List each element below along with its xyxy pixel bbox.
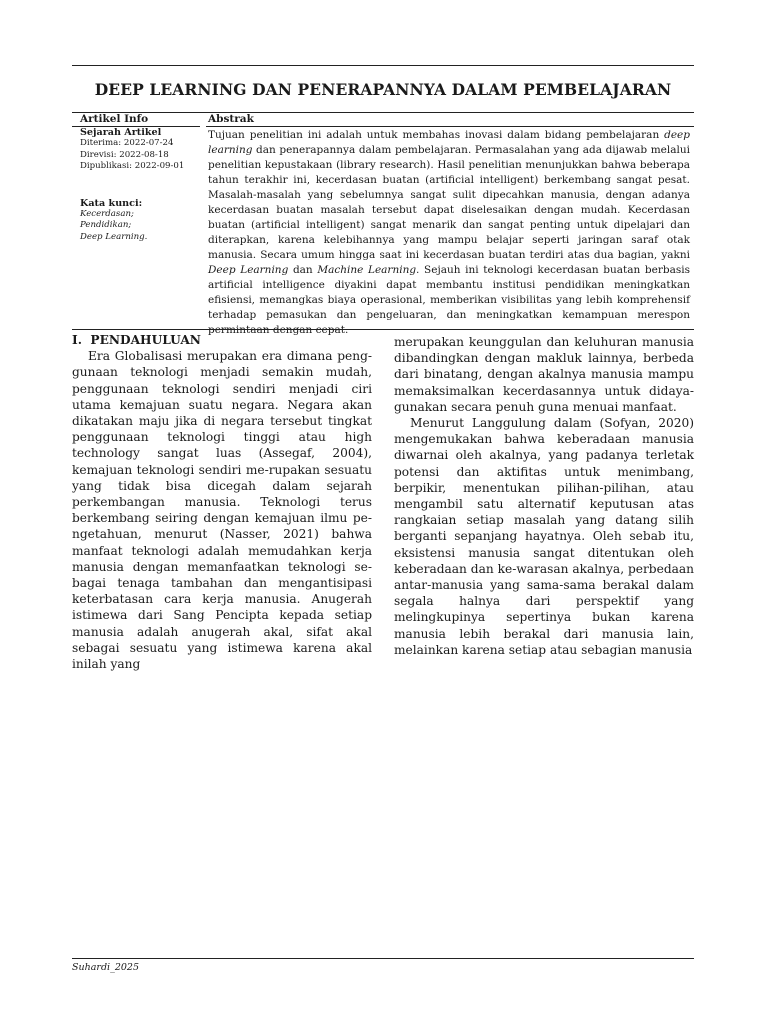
keyword-item: Deep Learning. bbox=[80, 231, 148, 242]
abstract-term: Machine Learning. bbox=[317, 264, 420, 276]
left-column bbox=[72, 332, 372, 672]
right-column bbox=[394, 334, 694, 658]
article-info-label: Artikel Info bbox=[80, 113, 149, 125]
footer-rule bbox=[72, 958, 694, 959]
abstract-span: Sejauh ini teknologi kecerdasan buatan berbasis artificial intelligence diyakini dapat membantu institusi pendidikan meningkatkan efisiensi, memangkas biaya operasional, memberikan visibilitas yang lebih komprehensif terhadap pemasukan dan pengeluaran, dan meningkatkan kemampuan merespon permintaan dengan cepat. bbox=[208, 264, 690, 336]
body-paragraph: merupakan keunggulan dan keluhuran manusia dibandingkan dengan makluk lainnya, berbeda dari binatang, dengan akalnya manusia mampu memaksimalkan kecerdasannya untuk didaya-gunakan secara penuh guna menuai manfaat. bbox=[394, 335, 694, 414]
article-info bbox=[80, 127, 202, 243]
abstract-text bbox=[208, 128, 690, 338]
keywords-label: Kata kunci: bbox=[80, 197, 143, 209]
keyword-item: Kecerdasan; bbox=[80, 209, 134, 220]
header-rule bbox=[72, 112, 694, 113]
top-rule bbox=[72, 65, 694, 66]
page bbox=[72, 0, 694, 1024]
abstract-term: Deep Learning bbox=[208, 264, 289, 276]
footer-author: Suhardi_2025 bbox=[72, 962, 139, 973]
abstract-span: Tujuan penelitian ini adalah untuk membahas inovasi dalam bidang pembelajaran bbox=[208, 129, 665, 141]
revised-date: Direvisi: 2022-08-18 bbox=[80, 149, 169, 160]
abstract-bottom-rule bbox=[72, 329, 694, 330]
paper-title: DEEP LEARNING DAN PENERAPANNYA DALAM PEMBELAJARAN bbox=[94, 80, 672, 99]
keyword-item: Pendidikan; bbox=[80, 220, 132, 231]
abstract-term: deep learning bbox=[208, 129, 690, 156]
abstract-label: Abstrak bbox=[208, 113, 254, 125]
received-date: Diterima: 2022-07-24 bbox=[80, 138, 174, 149]
abstract-span: dan penerapannya dalam pembelajaran. Permasalahan yang ada dijawab melalui penelitian kepustakaan (library research). Hasil penelitian menunjukkan bahwa beberapa tahun terakhir ini, kecerdasan buatan (artificial intelligent) berkembang sangat pesat. Masalah-masalah yang sebelumnya sangat sulit dipecahkan manusia, dengan adanya kecerdasan buatan masalah tersebut dapat diselesaikan dengan mudah. Kecerdasan buatan (artificial intelligent) sangat menarik dan sangat penting untuk dipelajari dan diterapkan, karena kelebihannya yang mampu belajar seperti jaringan saraf otak manusia. Secara umum hingga saat ini kecerdasan buatan terdiri atas dua bagian, yakni bbox=[208, 144, 690, 261]
body-paragraph: Menurut Langgulung dalam (Sofyan, 2020) mengemukakan bahwa keberadaan manusia diwarnai oleh akalnya, yang padanya terletak potensi dan aktifitas untuk menimbang, berpikir, menentukan pilihan-pilihan, atau mengambil satu alternatif keputusan atas rangkaian setiap masalah yang datang silih berganti sepanjang hayatnya. Oleh sebab itu, eksistensi manusia sangat ditentukan oleh keberadaan dan ke-warasan akalnya, perbedaan antar-manusia yang sama-sama berakal dalam segala halnya dari perspektif yang melingkupinya sepertinya bukan karena manusia lebih berakal dari manusia lain, melainkan karena setiap atau sebagian manusia bbox=[394, 416, 694, 657]
abstract-span: dan bbox=[288, 264, 318, 276]
published-date: Dipublikasi: 2022-09-01 bbox=[80, 161, 185, 172]
history-label: Sejarah Artikel bbox=[80, 127, 162, 138]
abstract-sub-rule bbox=[206, 126, 694, 127]
body-paragraph: Era Globalisasi merupakan era dimana peng-gunaan teknologi menjadi semakin mudah, penggunaan teknologi sendiri menjadi ciri utama kemajuan suatu negara. Negara akan dikatakan maju jika di negara tersebut tingkat penggunaan teknologi tinggi atau high technology sangat luas (Assegaf, 2004), kemajuan teknologi sendiri me-rupakan sesuatu yang tidak bisa dicegah dalam sejarah perkembangan manusia. Teknologi terus berkembang seiring dengan kemajuan ilmu pe-ngetahuan, menurut (Nasser, 2021) bahwa manfaat teknologi adalah memudahkan kerja manusia dengan memanfaatkan teknologi se-bagai tenaga tambahan dan mengantisipasi keterbatasan cara kerja manusia. Anugerah istimewa dari Sang Pencipta kepada setiap manusia adalah anugerah akal, sifat akal sebagai sesuatu yang istimewa karena akal inilah yang bbox=[72, 349, 372, 672]
section-heading: I. PENDAHULUAN bbox=[72, 333, 201, 347]
